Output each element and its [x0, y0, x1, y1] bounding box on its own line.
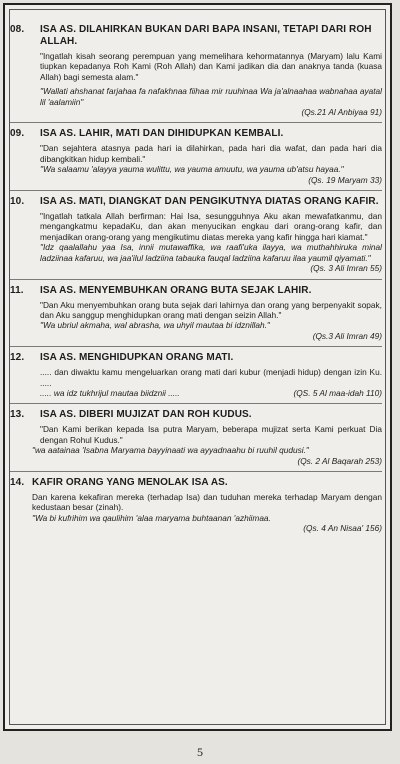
- section-text: ..... dan diwaktu kamu mengeluarkan orang mati dari kubur (menjadi hidup) dengan izin Ku. .....: [40, 367, 382, 388]
- section-14: [10, 477, 388, 534]
- section-number: 13.: [10, 409, 25, 421]
- section-13: [10, 409, 388, 466]
- section-text: "Ingatlah tatkala Allah berfirman: Hai Isa, sesungguhnya Aku akan mewafatkanmu, dan mengangkatmu kepadaKu, dan akan menyucikan engkau dari orang-orang kafir, dan menjadikan orang-orang yang mengikutimu diatas mereka yang kafir hingga hari kiamat.": [40, 211, 382, 242]
- section-number: 10.: [10, 196, 25, 208]
- verse-reference: (QS. 5 Al maa-idah 110): [293, 387, 382, 398]
- section-11: [10, 285, 388, 342]
- verse-reference: (Qs. 3 Ali Imran 55): [310, 263, 382, 274]
- section-title: ISA AS. MENGHIDUPKAN ORANG MATI.: [40, 352, 234, 364]
- section-title: ISA AS. MATI, DIANGKAT DAN PENGIKUTNYA DIATAS ORANG KAFIR.: [40, 196, 379, 208]
- divider: [10, 471, 382, 472]
- divider: [10, 403, 382, 404]
- section-12: [10, 352, 388, 398]
- section-transliteration: "Wa bi kufrihim wa qaulihim 'alaa maryama buhtaanan 'azhiimaa.: [32, 512, 271, 523]
- section-text: "Dan Kami berikan kepada Isa putra Maryam, beberapa mujizat serta Kami perkuat Dia dengan Rohul Kudus.": [40, 424, 382, 445]
- section-transliteration: "Wa ubriul akmaha, wal abrasha, wa uhyil mautaa bi idznillah.": [40, 320, 270, 331]
- divider: [10, 279, 382, 280]
- section-title: ISA AS. MENYEMBUHKAN ORANG BUTA SEJAK LAHIR.: [40, 284, 312, 296]
- section-number: 11.: [10, 284, 24, 296]
- divider: [10, 190, 382, 191]
- section-transliteration: "Idz qaalallahu yaa Isa, innii mutawaffika, wa raafi'uka ilayya, wa muthahhiruka minal ladziinaa kafaruu, wa jaa'ilul ladziina tabauka fauqal ladziina kafaruu ilaa yaumil qiyamati.": [40, 242, 382, 263]
- section-title: ISA AS. LAHIR, MATI DAN DIHIDUPKAN KEMBALI.: [40, 128, 284, 140]
- section-08: [10, 24, 388, 117]
- section-title: ISA AS. DIBERI MUJIZAT DAN ROH KUDUS.: [40, 409, 252, 421]
- section-title: ISA AS. DILAHIRKAN BUKAN DARI BAPA INSANI, TETAPI DARI ROH ALLAH.: [40, 24, 372, 47]
- section-number: 08.: [10, 24, 25, 35]
- section-transliteration: ..... wa idz tukhrijul mautaa biidznii .....: [40, 387, 180, 398]
- page-number: 5: [197, 745, 203, 759]
- verse-reference: (Qs. 2 Al Baqarah 253): [297, 455, 382, 466]
- verse-reference: (Qs.3 Ali Imran 49): [312, 330, 382, 341]
- section-text: "Ingatlah kisah seorang perempuan yang memelihara kehormatannya (Maryam) lalu Kami tiupkan kepadanya Roh Kami (Roh Allah) dan Kami jadikan dia dan anaknya tanda (kuasa Allah) bagi semesta alam.": [40, 51, 382, 82]
- divider: [10, 346, 382, 347]
- section-10: [10, 196, 388, 273]
- section-title: KAFIR ORANG YANG MENOLAK ISA AS.: [32, 476, 228, 488]
- divider: [10, 122, 382, 123]
- section-transliteration: "Wa salaamu 'alayya yauma wulittu, wa yauma amuutu, wa yauma ub'atsu hayaa.": [40, 164, 344, 175]
- section-09: [10, 128, 388, 185]
- section-text: "Dan Aku menyembuhkan orang buta sejak dari lahirnya dan orang yang berpenyakit sopak, dan Aku sanggup menghidupkan orang mati dengan seizin Allah.": [40, 299, 382, 320]
- verse-reference: (Qs.21 Al Anbiyaa 91): [301, 107, 382, 118]
- verse-reference: (Qs. 4 An Nisaa' 156): [303, 523, 382, 534]
- verse-reference: (Qs. 19 Maryam 33): [308, 174, 382, 185]
- section-number: 09.: [10, 128, 25, 140]
- document-content: [10, 24, 388, 534]
- section-number: 14.: [10, 476, 25, 488]
- section-transliteration: "Wallati ahshanat farjahaa fa nafakhnaa fiihaa mir ruuhinaa Wa ja'alnaahaa wabnahaa ayatal lil 'aalamiin": [40, 86, 382, 107]
- section-text: "Dan sejahtera atasnya pada hari ia dilahirkan, pada hari dia wafat, dan pada hari dia dibangkitkan hidup kembali.": [40, 143, 382, 164]
- section-text: Dan karena kekafiran mereka (terhadap Isa) dan tuduhan mereka terhadap Maryam dengan kedustaan besar (zinah).: [32, 491, 382, 513]
- section-transliteration: "wa aatainaa 'Isabna Maryama bayyinaati wa ayyadnaahu bi ruuhil qudusi.": [32, 445, 309, 456]
- section-number: 12.: [10, 352, 25, 364]
